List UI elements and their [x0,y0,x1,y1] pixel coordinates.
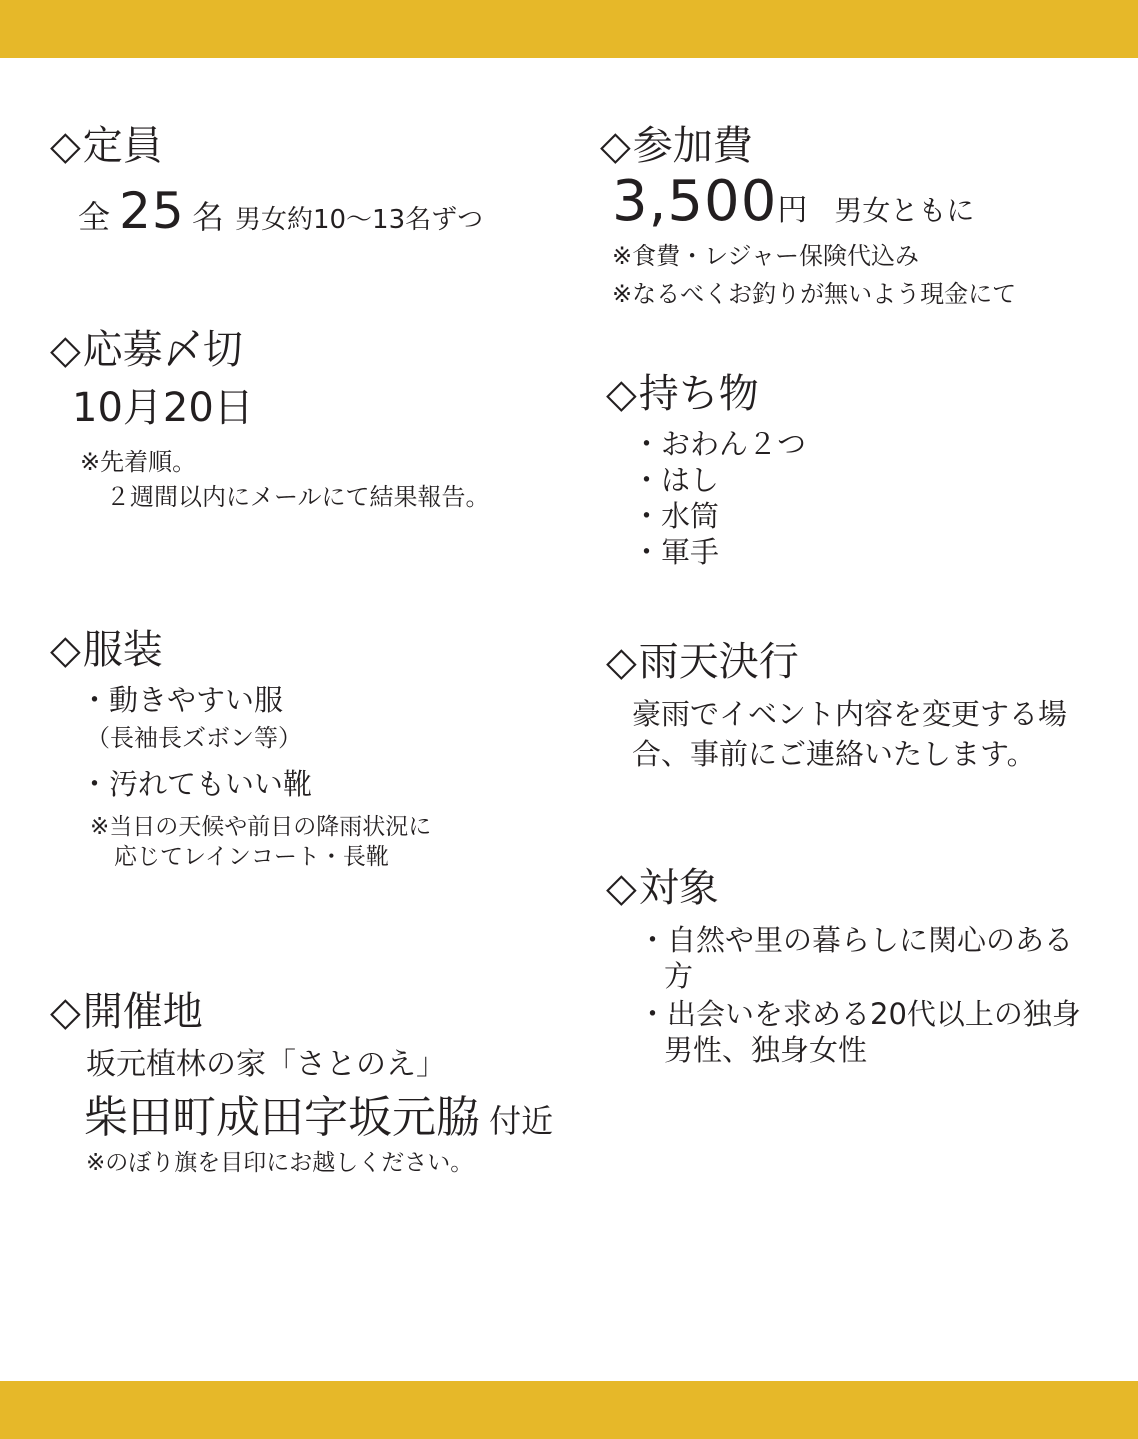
diamond-icon: ◇ [600,123,631,169]
clothing-item-2: ・汚れてもいい靴 [80,767,313,801]
deadline-heading-label: 応募〆切 [82,327,243,373]
target-heading [606,865,719,911]
venue-name: 坂元植林の家「さとのえ」 [86,1047,446,1082]
capacity-detail: 男女約10〜13名ずつ [234,205,484,235]
clothing-note-1: ※当日の天候や前日の降雨状況に [90,814,432,840]
capacity-line [78,182,484,240]
fee-amount: 3,500 [612,169,778,234]
diamond-icon: ◇ [50,327,81,373]
belongings-item: ・水筒 [632,499,720,533]
target-heading-label: 対象 [638,865,719,911]
top-band [0,0,1138,58]
diamond-icon: ◇ [606,639,637,685]
belongings-item: ・はし [632,463,720,497]
venue-address: 柴田町成田字坂元脇 [84,1092,480,1143]
belongings-heading [606,371,759,417]
target-item-1-line-2: 方 [664,959,694,993]
belongings-item: ・軍手 [632,535,720,569]
rain-heading-label: 雨天決行 [638,639,799,685]
deadline-heading [50,327,243,373]
fee-amount-line [612,169,975,234]
diamond-icon: ◇ [50,627,81,673]
rain-line-1: 豪雨でイベント内容を変更する場 [632,697,1068,731]
deadline-date: 10月20日 [72,385,254,431]
diamond-icon: ◇ [50,123,81,169]
venue-address-line [84,1092,554,1143]
belongings-item: ・おわん２つ [632,427,807,461]
clothing-heading [50,627,163,673]
capacity-heading-label: 定員 [82,123,163,169]
deadline-note-1: ※先着順。 [80,448,197,476]
target-item-1-line-1: ・自然や里の暮らしに関心のある [638,923,1074,957]
rain-line-2: 合、事前にご連絡いたします。 [632,737,1036,771]
fee-note-2: ※なるべくお釣りが無いよう現金にて [612,280,1017,308]
clothing-note-2: 応じてレインコート・長靴 [114,844,389,870]
diamond-icon: ◇ [606,371,637,417]
diamond-icon: ◇ [606,865,637,911]
target-item-2-line-2: 男性、独身女性 [664,1033,868,1067]
venue-heading-label: 開催地 [82,989,203,1035]
clothing-item-1-note: （長袖長ズボン等） [86,724,302,752]
fee-detail: 男女ともに [834,194,975,227]
venue-note: ※のぼり旗を目印にお越しください。 [86,1150,474,1176]
capacity-prefix: 全 [78,198,111,236]
fee-currency: 円 [777,193,808,228]
capacity-unit: 名 [191,198,224,236]
capacity-number: 25 [119,182,185,240]
clothing-heading-label: 服装 [82,627,163,673]
fee-note-1: ※食費・レジャー保険代込み [612,242,920,270]
clothing-item-1: ・動きやすい服 [80,683,284,717]
fee-heading [600,123,753,169]
belongings-heading-label: 持ち物 [638,371,759,417]
rain-heading [606,639,799,685]
target-item-2-line-1: ・出会いを求める20代以上の独身 [638,997,1081,1031]
venue-heading [50,989,203,1035]
bottom-band [0,1381,1138,1439]
fee-heading-label: 参加費 [632,123,753,169]
venue-address-suffix: 付近 [489,1102,554,1140]
deadline-note-2: ２週間以内にメールにて結果報告。 [106,483,490,511]
capacity-heading [50,123,163,169]
diamond-icon: ◇ [50,989,81,1035]
